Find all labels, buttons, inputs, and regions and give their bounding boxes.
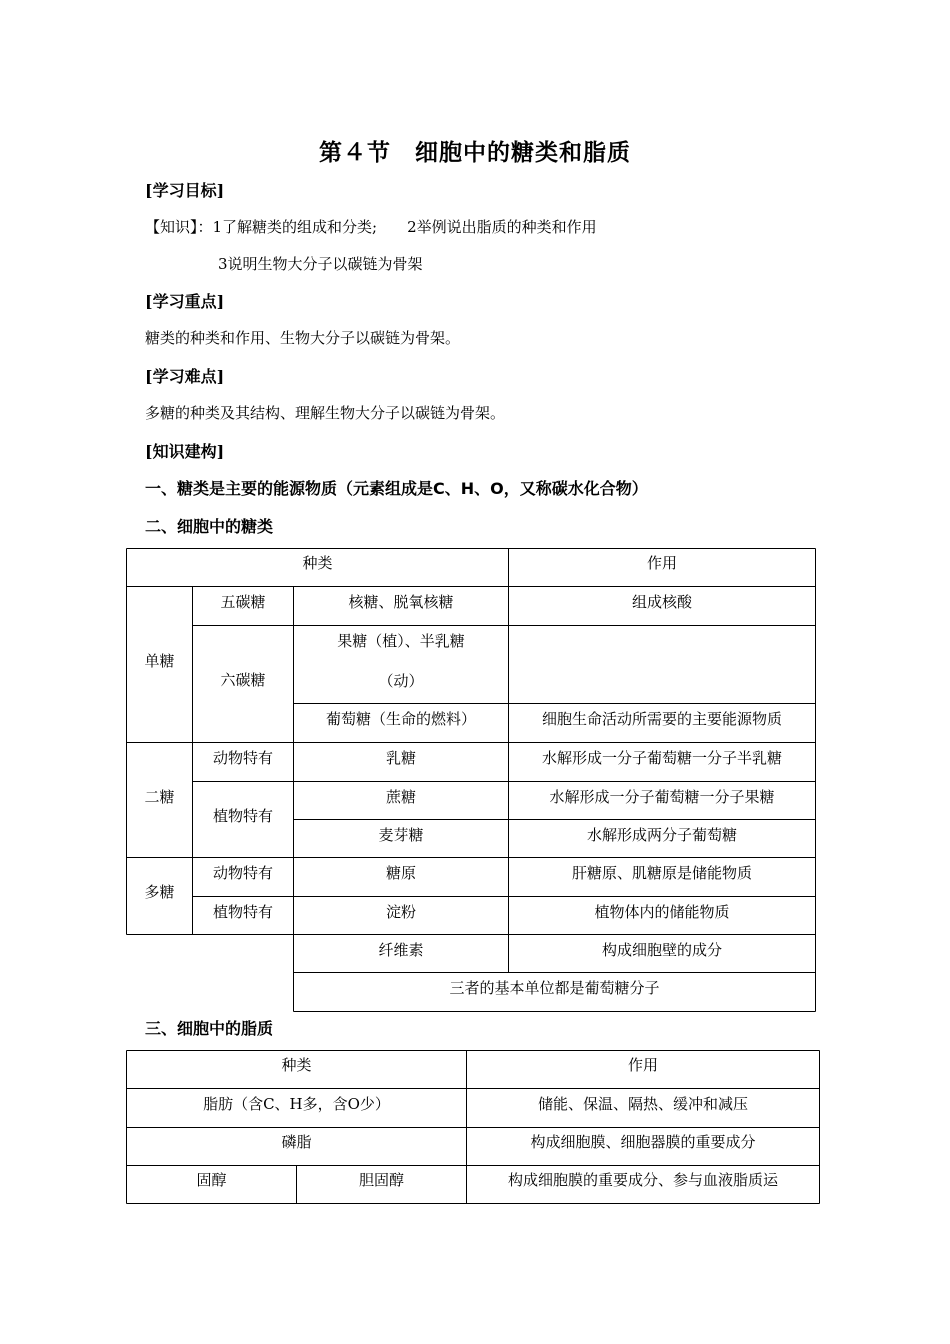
goals-item-1-2: 1了解糖类的组成和分类; 2举例说出脂质的种类和作用 — [212, 218, 597, 236]
phospholipid-cell: 磷脂 — [281, 1133, 312, 1151]
maltose-cell: 麦芽糖 — [378, 826, 424, 844]
section-2-heading: 二、细胞中的糖类 — [145, 517, 274, 536]
phospholipid-function: 构成细胞膜、细胞器膜的重要成分 — [530, 1133, 756, 1151]
cholesterol-cell: 胆固醇 — [358, 1171, 404, 1189]
knowledge-label: 【知识】： — [145, 218, 213, 236]
goals-line-2: 3说明生物大分子以碳链为骨架 — [218, 255, 423, 273]
section-1-heading: 一、糖类是主要的能源物质（元素组成是C、H、O，又称碳水化合物） — [145, 479, 648, 498]
plant-specific-label-2: 植物特有 — [212, 903, 273, 921]
focus-text: 糖类的种类和作用、生物大分子以碳链为骨架。 — [145, 329, 461, 347]
ribose-cell: 核糖、脱氧核糖 — [348, 593, 454, 611]
starch-cell: 淀粉 — [385, 903, 416, 921]
construct-heading: [知识建构] — [145, 442, 225, 461]
polysaccharide-unit-note: 三者的基本单位都是葡萄糖分子 — [449, 979, 660, 997]
fructose-cell-line1: 果糖（植）、半乳糖 — [337, 632, 465, 650]
sterol-cell: 固醇 — [196, 1171, 227, 1189]
animal-specific-label: 动物特有 — [212, 749, 273, 767]
fat-function: 储能、保温、隔热、缓冲和减压 — [537, 1095, 748, 1113]
cellulose-cell: 纤维素 — [378, 941, 424, 959]
ribose-function: 组成核酸 — [631, 593, 692, 611]
section-3-heading: 三、细胞中的脂质 — [145, 1019, 274, 1038]
glycogen-function: 肝糖原、肌糖原是储能物质 — [571, 864, 752, 882]
sugar-header-function: 作用 — [646, 554, 677, 572]
sucrose-function: 水解形成一分子葡萄糖一分子果糖 — [549, 788, 775, 806]
lipid-header-type: 种类 — [281, 1056, 312, 1074]
glucose-cell: 葡萄糖（生命的燃料） — [325, 710, 476, 728]
cholesterol-function: 构成细胞膜的重要成分、参与血液脂质运 — [507, 1171, 778, 1189]
focus-heading: [学习重点] — [145, 292, 225, 311]
animal-specific-label-2: 动物特有 — [212, 864, 273, 882]
goals-heading: [学习目标] — [145, 181, 225, 200]
pentose-label: 五碳糖 — [220, 593, 266, 611]
glycogen-cell: 糖原 — [385, 864, 416, 882]
plant-specific-label: 植物特有 — [212, 807, 273, 825]
hexose-label: 六碳糖 — [220, 671, 266, 689]
lactose-function: 水解形成一分子葡萄糖一分子半乳糖 — [541, 749, 782, 767]
maltose-function: 水解形成两分子葡萄糖 — [586, 826, 737, 844]
disaccharide-label: 二糖 — [144, 788, 175, 806]
lactose-cell: 乳糖 — [385, 749, 416, 767]
difficulty-heading: [学习难点] — [145, 367, 225, 386]
starch-function: 植物体内的储能物质 — [594, 903, 730, 921]
sugar-header-type: 种类 — [302, 554, 333, 572]
lipid-header-function: 作用 — [627, 1056, 658, 1074]
fat-cell: 脂肪（含C、H多，含O少） — [203, 1095, 390, 1113]
cellulose-function: 构成细胞壁的成分 — [601, 941, 722, 959]
sucrose-cell: 蔗糖 — [385, 788, 416, 806]
monosaccharide-label: 单糖 — [144, 652, 175, 670]
polysaccharide-label: 多糖 — [144, 883, 175, 901]
page-title: 第４节 细胞中的糖类和脂质 — [319, 139, 631, 166]
glucose-function: 细胞生命活动所需要的主要能源物质 — [541, 710, 782, 728]
difficulty-text: 多糖的种类及其结构、理解生物大分子以碳链为骨架。 — [145, 404, 506, 422]
fructose-cell-line2: （动） — [378, 672, 424, 690]
